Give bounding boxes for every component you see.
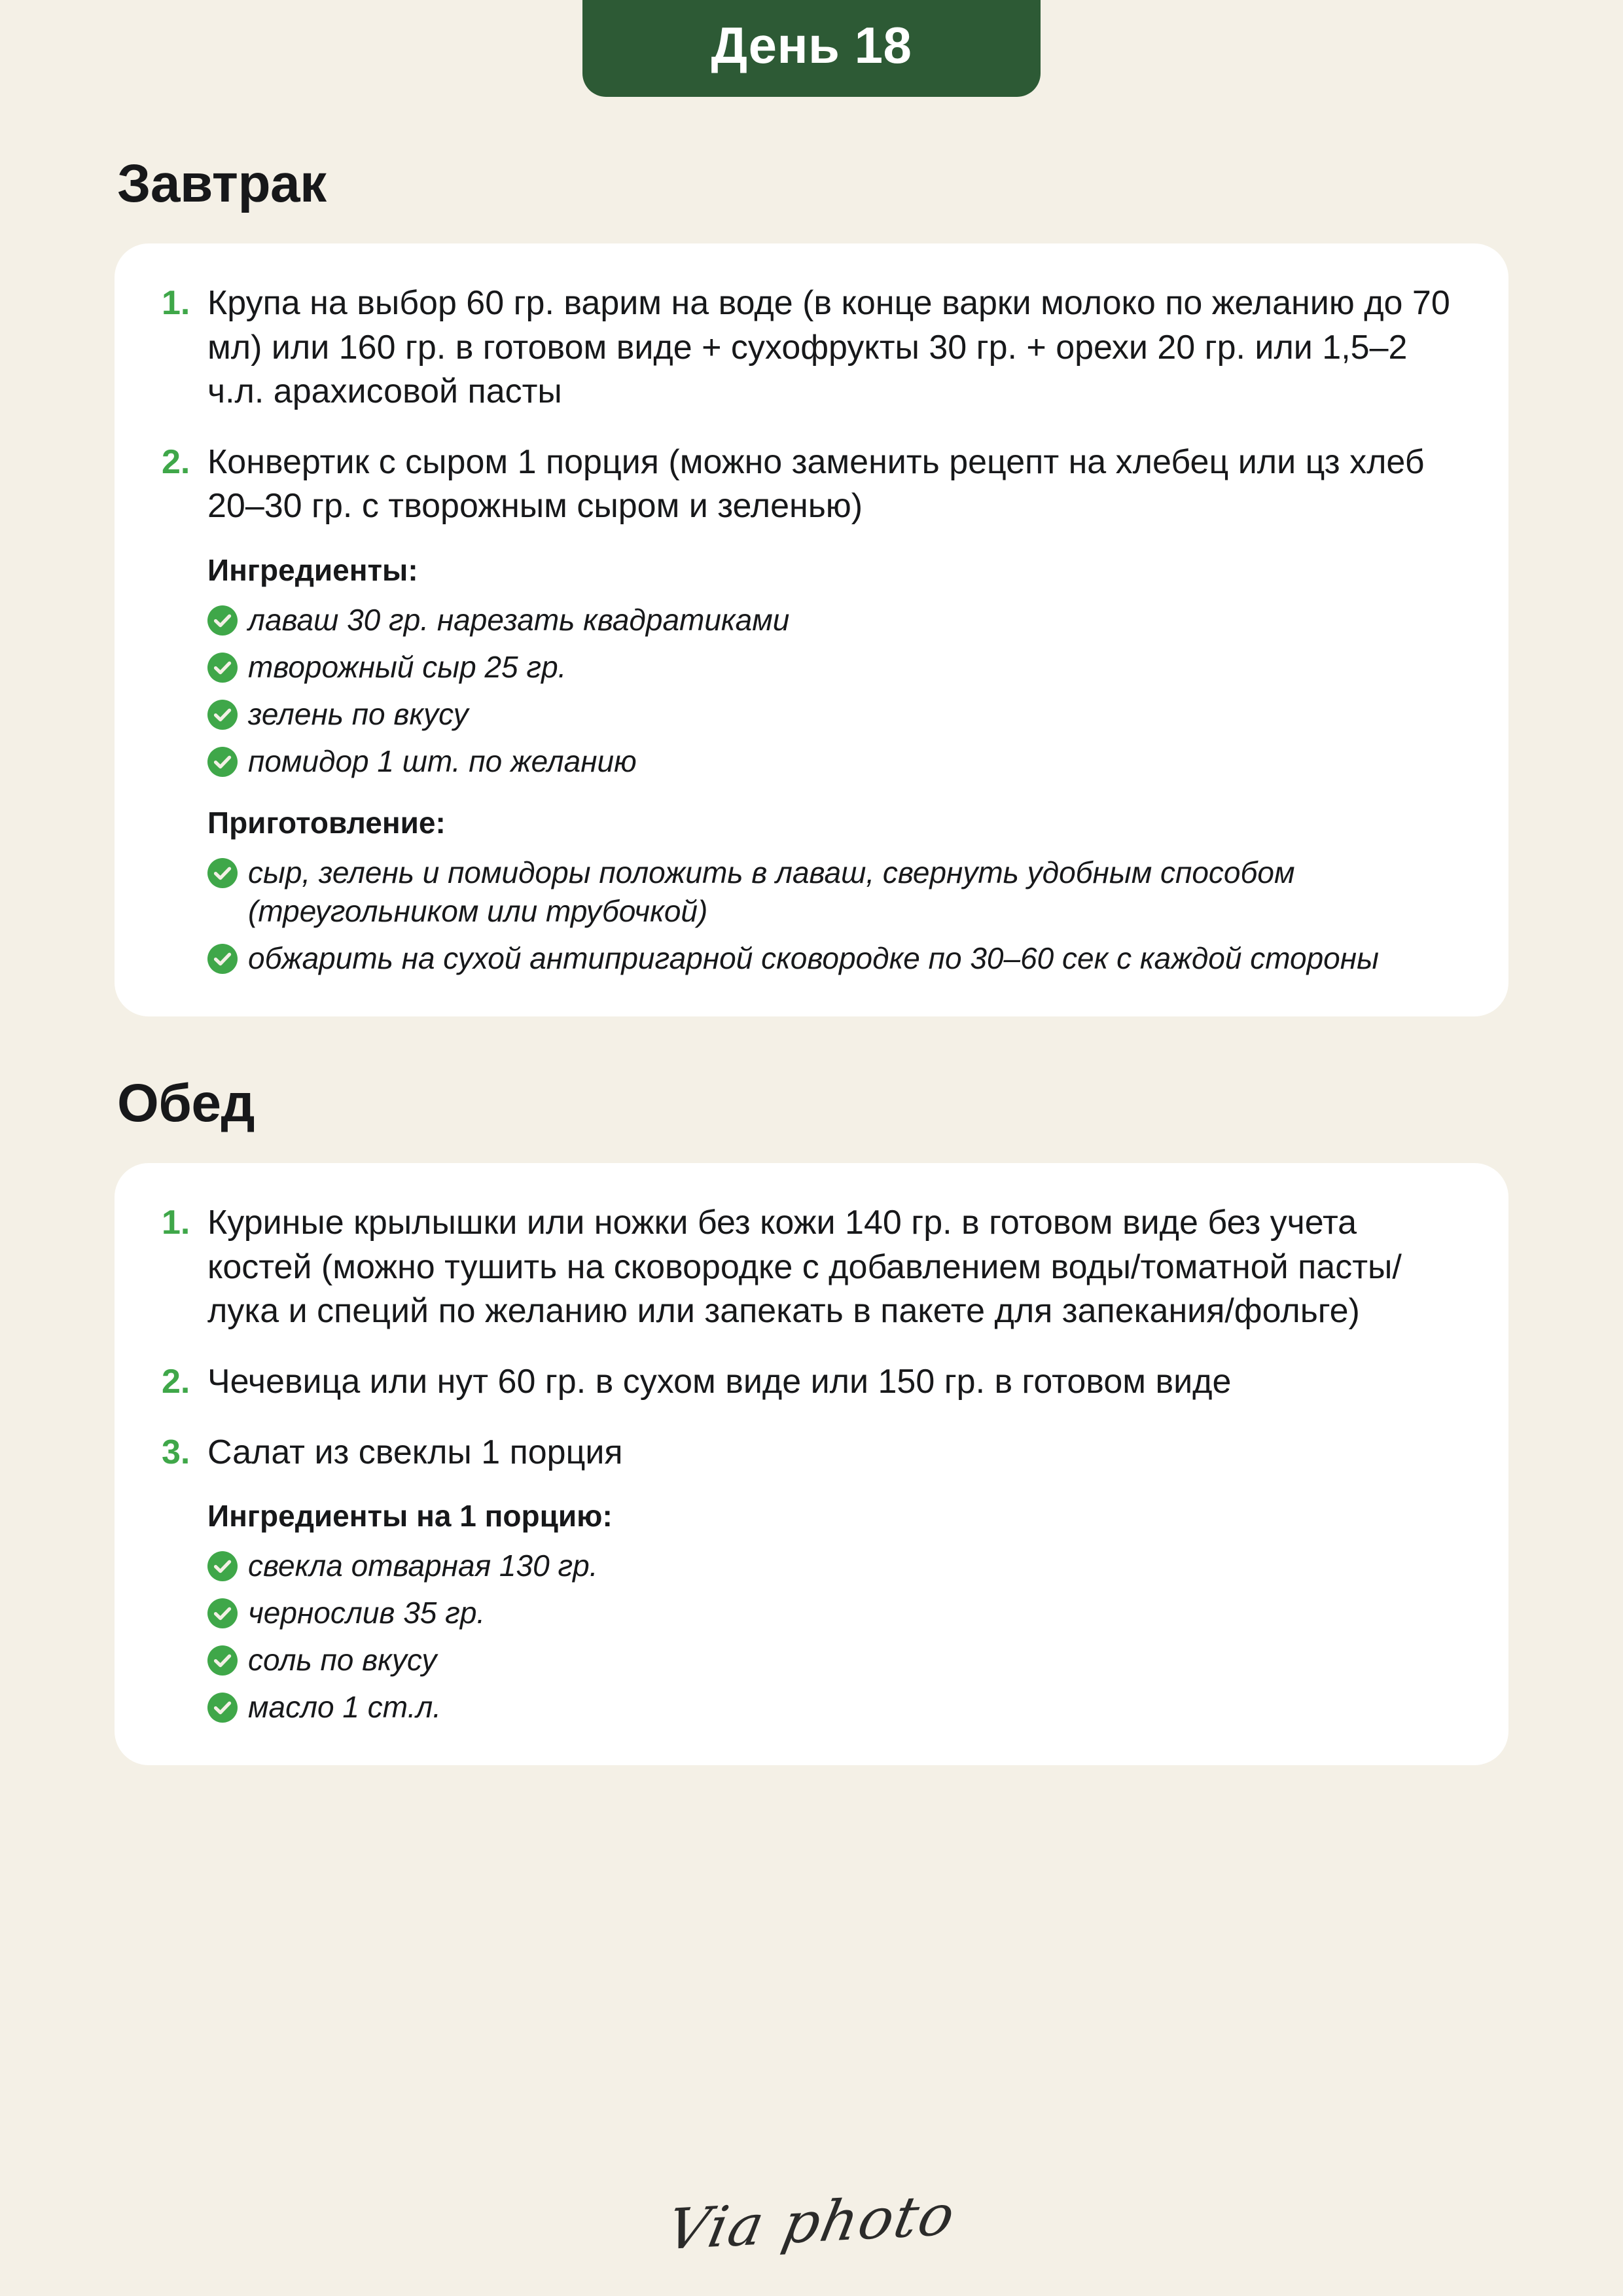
bullet-list	[207, 601, 1463, 781]
sections-container	[0, 153, 1623, 1765]
subblock-title: Ингредиенты на 1 порцию:	[207, 1499, 613, 1534]
list-item-text: Чечевица или нут 60 гр. в сухом виде или 150 гр. в готовом виде	[207, 1362, 1232, 1401]
meal-section	[0, 1073, 1623, 1765]
recipe-subblock	[207, 551, 1463, 781]
bullet-item	[207, 1594, 1463, 1633]
list-item-number: 3.	[162, 1433, 190, 1471]
check-circle-icon	[207, 1547, 243, 1586]
check-circle-icon	[207, 1641, 243, 1680]
list-item-number: 2.	[162, 442, 190, 481]
meal-section	[0, 153, 1623, 1016]
bullet-item	[207, 939, 1463, 978]
bullet-item	[207, 853, 1463, 932]
bullet-text: соль по вкусу	[248, 1642, 437, 1677]
bullet-text: лаваш 30 гр. нарезать квадратиками	[248, 602, 790, 637]
list-item-body	[207, 440, 1463, 978]
signature-text: Via photo	[661, 2182, 961, 2263]
list-item-text: Конвертик с сыром 1 порция (можно заменить рецепт на хлебец или цз хлеб 20–30 гр. с творожным сыром и зеленью)	[207, 442, 1425, 526]
check-circle-icon	[207, 648, 243, 687]
numbered-list	[154, 1201, 1463, 1727]
recipe-subblock	[207, 804, 1463, 978]
bullet-item	[207, 742, 1463, 781]
subblock-title: Приготовление:	[207, 805, 446, 840]
recipe-subblock	[207, 1497, 1463, 1727]
meal-card	[115, 243, 1508, 1016]
bullet-text: творожный сыр 25 гр.	[248, 649, 567, 684]
signature-watermark	[0, 2182, 1623, 2263]
list-item	[154, 440, 1463, 978]
list-item	[154, 1201, 1463, 1334]
check-circle-icon	[207, 695, 243, 734]
bullet-text: зелень по вкусу	[248, 696, 469, 731]
list-item-body	[207, 1201, 1463, 1334]
bullet-item	[207, 1641, 1463, 1680]
bullet-text: свекла отварная 130 гр.	[248, 1548, 598, 1583]
check-circle-icon	[207, 1594, 243, 1633]
list-item-body	[207, 1360, 1463, 1405]
bullet-text: помидор 1 шт. по желанию	[248, 744, 637, 778]
bullet-text: обжарить на сухой антипригарной сковородке по 30–60 сек с каждой стороны	[248, 941, 1379, 976]
list-item	[154, 281, 1463, 414]
subblock-title: Ингредиенты:	[207, 552, 418, 587]
bullet-item	[207, 648, 1463, 687]
check-circle-icon	[207, 1688, 243, 1727]
section-title: Завтрак	[117, 154, 327, 213]
bullet-list	[207, 1547, 1463, 1727]
check-circle-icon	[207, 601, 243, 640]
list-item-number: 1.	[162, 1204, 190, 1242]
meal-card	[115, 1163, 1508, 1765]
day-badge: День 18	[582, 0, 1041, 97]
check-circle-icon	[207, 742, 243, 781]
check-circle-icon	[207, 853, 243, 893]
bullet-item	[207, 695, 1463, 734]
numbered-list	[154, 281, 1463, 978]
bullet-item	[207, 1547, 1463, 1586]
bullet-list	[207, 853, 1463, 979]
bullet-item	[207, 601, 1463, 640]
bullet-item	[207, 1688, 1463, 1727]
bullet-text: чернослив 35 гр.	[248, 1595, 486, 1630]
list-item-text: Куриные крылышки или ножки без кожи 140 гр. в готовом виде без учета костей (можно тушить на сковородке с добавлением воды/томатной пасты/лука и специй по желанию или запекать в пакете для запекания/фольге)	[207, 1204, 1402, 1331]
list-item-text: Салат из свеклы 1 порция	[207, 1433, 623, 1471]
page-header	[0, 0, 1623, 97]
list-item	[154, 1360, 1463, 1405]
bullet-text: масло 1 ст.л.	[248, 1689, 442, 1724]
bullet-text: сыр, зелень и помидоры положить в лаваш, свернуть удобным способом (треугольником или трубочкой)	[248, 855, 1295, 929]
list-item-number: 2.	[162, 1362, 190, 1401]
list-item-text: Крупа на выбор 60 гр. варим на воде (в конце варки молоко по желанию до 70 мл) или 160 гр. в готовом виде + сухофрукты 30 гр. + орехи 20 гр. или 1,5–2 ч.л. арахисовой пасты	[207, 284, 1450, 411]
section-title: Обед	[117, 1073, 255, 1134]
list-item-body	[207, 281, 1463, 414]
check-circle-icon	[207, 939, 243, 978]
list-item	[154, 1431, 1463, 1727]
list-item-body	[207, 1431, 1463, 1727]
list-item-number: 1.	[162, 284, 190, 322]
